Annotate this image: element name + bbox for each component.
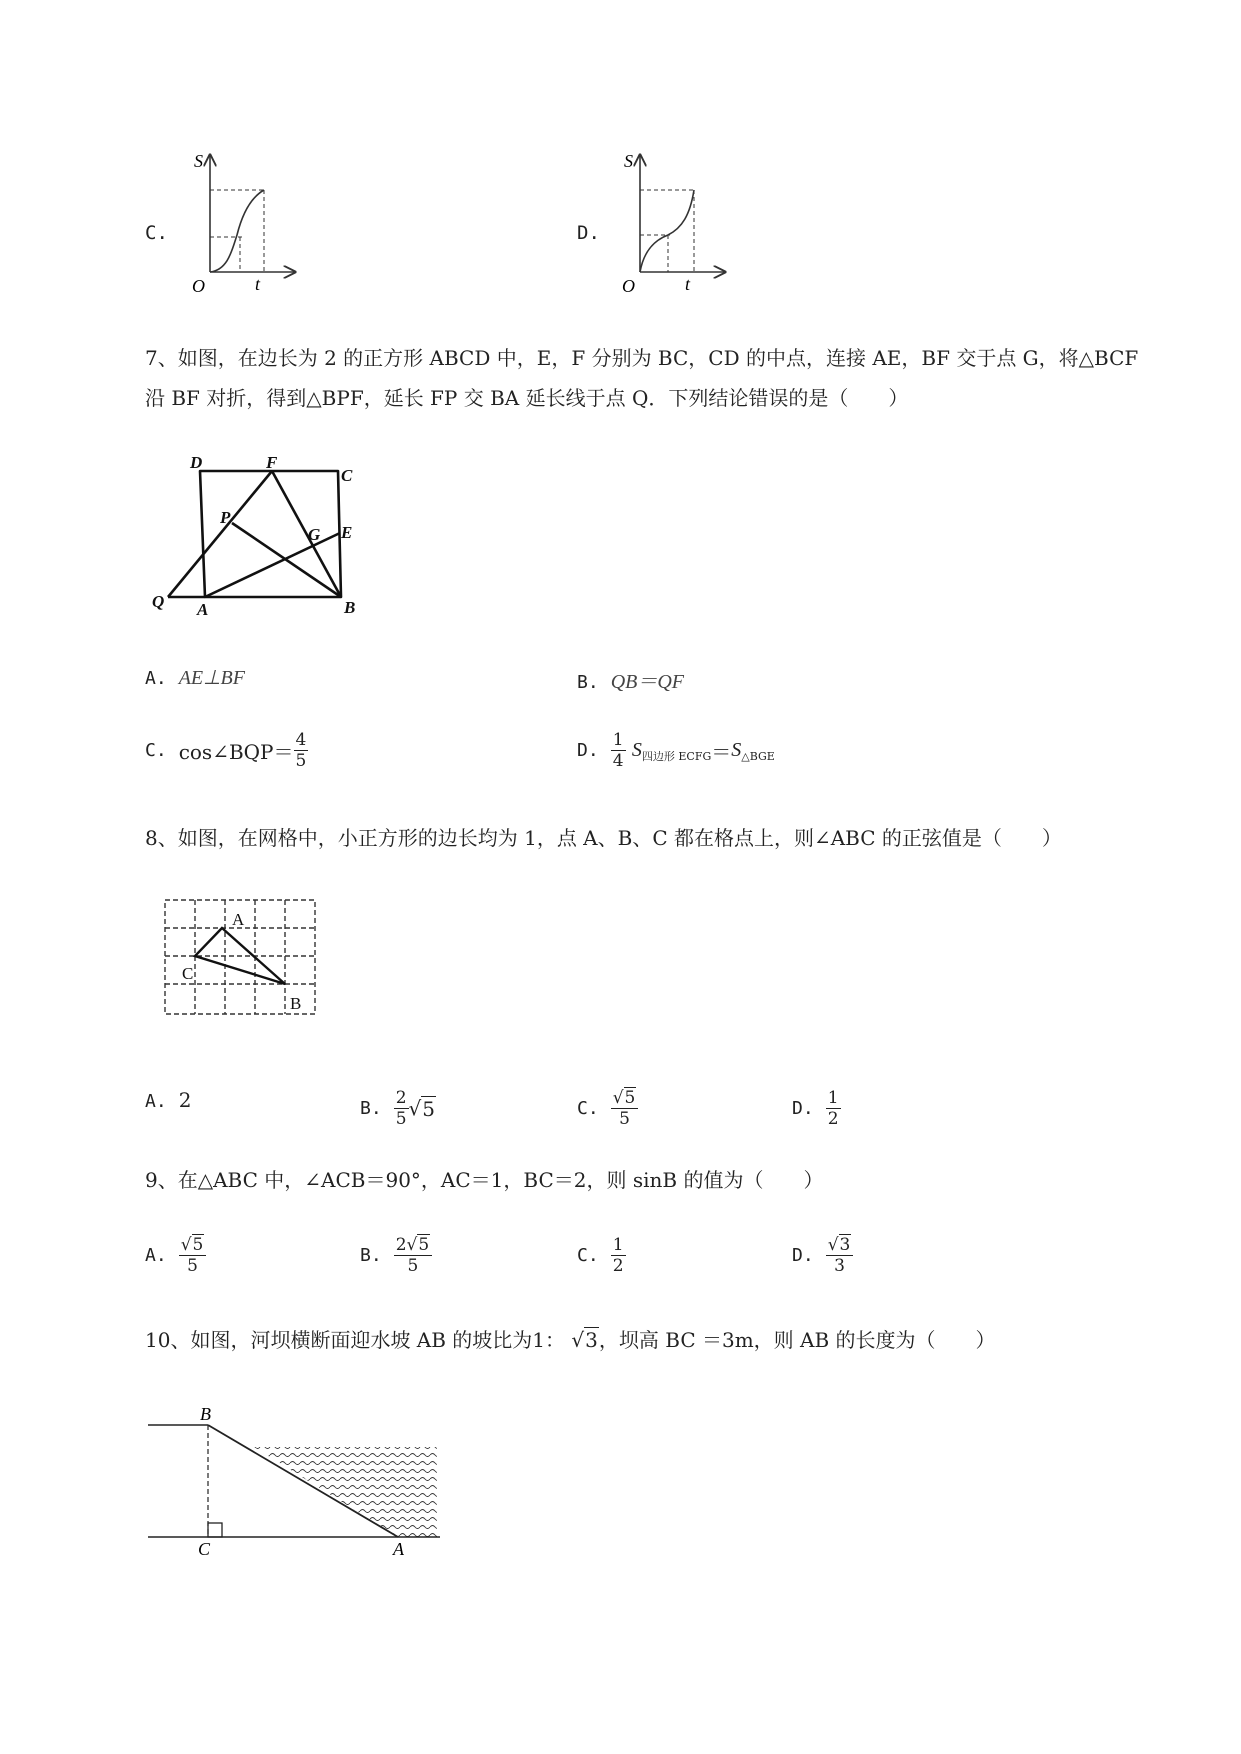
fraction: $\frac{√5}{5}$ [179, 1235, 207, 1276]
q9-option-a[interactable]: A. $\frac{√5}{5}$ [145, 1235, 206, 1276]
axis-s-label: S [194, 151, 203, 171]
label-c: C [198, 1539, 211, 1555]
question-9-line [145, 1160, 1155, 1200]
question-9-text: 在△ABC 中，∠ACB＝90°，AC＝1，BC＝2，则 sinB 的值为（ ） [177, 1168, 824, 1192]
fraction: $\frac{4}{5}$ [295, 730, 307, 771]
q7-option-b[interactable]: B. QB＝QF [577, 671, 685, 693]
q7-option-c[interactable]: C. cos∠BQP＝ $\frac{4}{5}$ [145, 730, 307, 771]
curve-c [210, 190, 264, 272]
question-10-dam-figure [140, 1395, 450, 1555]
question-7-text-2: 沿 BF 对折，得到△BPF，延长 FP 交 BA 延长线于点 Q．下列结论错误的是（ ） [145, 386, 909, 410]
label-g: G [308, 525, 321, 544]
label-a: A [197, 600, 209, 619]
right-angle-mark [208, 1523, 222, 1537]
label-c: C [182, 964, 194, 983]
question-8-line [145, 818, 1155, 858]
question-9-number: 9、 [145, 1168, 178, 1192]
axis-t-label: t [685, 274, 691, 294]
label-d: D [190, 455, 203, 472]
question-10-text-2: ，坝高 BC ＝3m，则 AB 的长度为（ ） [598, 1328, 996, 1352]
graph-c [180, 150, 300, 300]
label-b: B [344, 598, 356, 617]
q9-option-c[interactable]: C. $\frac{1}{2}$ [577, 1235, 624, 1276]
origin-label: O [622, 276, 635, 296]
question-10-text-1: 如图，河坝横断面迎水坡 AB 的坡比为1： [190, 1328, 566, 1352]
question-8-number: 8、 [145, 826, 178, 850]
q9-option-d[interactable]: D. $\frac{√3}{3}$ [792, 1235, 853, 1276]
q9-option-b[interactable]: B. $\frac{2√5}{5}$ [360, 1235, 432, 1276]
question-7-text-1: 如图，在边长为 2 的正方形 ABCD 中，E，F 分别为 BC，CD 的中点，连接 AE，BF 交于点 G，将△BCF [177, 346, 1139, 370]
fraction: $\frac{2√5}{5}$ [394, 1235, 433, 1276]
label-e: E [341, 523, 353, 542]
option-d-label: D. [577, 222, 600, 244]
q7-option-a[interactable]: A. AE⊥BF [145, 667, 245, 689]
fraction: $\frac{1}{2}$ [612, 1235, 624, 1276]
q8-option-a[interactable]: A. 2 [145, 1088, 192, 1112]
question-10-number: 10、 [145, 1328, 191, 1352]
fraction: $\frac{√5}{5}$ [611, 1088, 639, 1129]
option-c-label: C. [145, 222, 168, 244]
curve-d [640, 190, 694, 272]
label-q: Q [152, 592, 165, 611]
label-p: P [220, 508, 231, 527]
label-b: B [200, 1404, 211, 1424]
question-7-figure [148, 455, 378, 620]
question-7-number: 7、 [145, 346, 178, 370]
axis-t-label: t [255, 274, 261, 294]
question-8-grid-figure [160, 895, 325, 1025]
label-a: A [393, 1539, 404, 1555]
fraction: $\frac{2}{5}$ [395, 1088, 407, 1129]
question-7-line-2 [145, 378, 1155, 418]
question-8-text: 如图，在网格中，小正方形的边长均为 1，点 A、B、C 都在格点上，则∠ABC 的正弦值是（ ） [177, 826, 1062, 850]
origin-label: O [192, 276, 205, 296]
water-area [254, 1447, 437, 1537]
q8-option-c[interactable]: C. $\frac{√5}{5}$ [577, 1088, 638, 1129]
fraction: $\frac{√3}{3}$ [826, 1235, 854, 1276]
fraction: $\frac{1}{2}$ [827, 1088, 839, 1129]
label-b: B [290, 994, 302, 1013]
label-c: C [341, 466, 353, 485]
label-a: A [232, 910, 245, 929]
question-7-line-1 [145, 338, 1155, 378]
label-f: F [266, 455, 278, 472]
q7-option-d[interactable]: D. $\frac{1}{4}$ $S_{四边形 ECFG}=S_{\triangle BGE}$ [577, 730, 775, 771]
fraction: $\frac{1}{4}$ [612, 730, 624, 771]
question-10-line: 10、如图，河坝横断面迎水坡 AB 的坡比为1： √3，坝高 BC ＝3m，则 AB 的长度为（ ） [145, 1328, 996, 1352]
graph-d [610, 150, 730, 300]
q8-option-d[interactable]: D. $\frac{1}{2}$ [792, 1088, 839, 1129]
q8-option-b[interactable]: B. $\frac{2}{5}$ √5 [360, 1088, 435, 1129]
axis-s-label: S [624, 151, 633, 171]
